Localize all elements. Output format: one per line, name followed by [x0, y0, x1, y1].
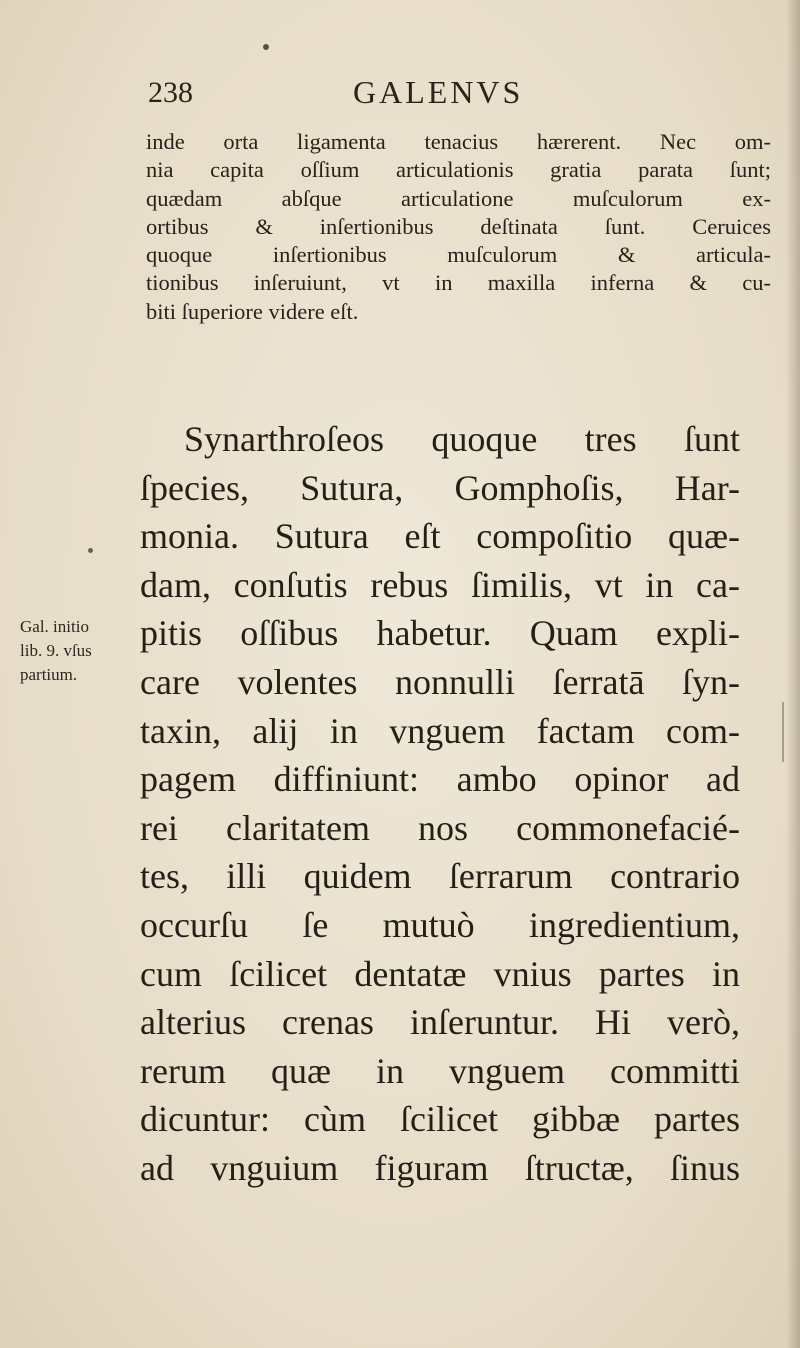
small-type-paragraph	[146, 128, 771, 326]
text-line: monia. Sutura eſt compoſitio quæ-	[140, 516, 740, 557]
text-line: ortibus & inſertionibus deſtinata ſunt. Ceruices	[146, 213, 771, 239]
text-line: rei claritatem nos commonefacié-	[140, 807, 740, 848]
text-line: inde orta ligamenta tenacius hærerent. Nec om-	[146, 129, 771, 154]
text-line: nia capita oſſium articulationis gratia parata ſunt;	[146, 157, 771, 183]
text-line: tes, illi quidem ſerrarum contrario	[140, 856, 740, 897]
text-line: rerum quæ in vnguem committi	[140, 1050, 740, 1091]
page-edge-shadow	[786, 0, 800, 1348]
text-line: quædam abſque articulatione muſculorum ex-	[146, 185, 771, 211]
text-line: occurſu ſe mutuò ingredientium,	[140, 904, 740, 945]
text-line: care volentes nonnulli ſerratā ſyn-	[140, 661, 740, 702]
ink-speck	[782, 702, 784, 762]
margin-note-line: Gal. initio	[20, 617, 89, 636]
text-line: taxin, alij in vnguem factam com-	[140, 710, 740, 751]
page-header	[148, 68, 598, 118]
text-line: tionibus inſeruiunt, vt in maxilla inferna & cu-	[146, 270, 771, 296]
text-line: dicuntur: cùm ſcilicet gibbæ partes	[140, 1099, 740, 1140]
ink-speck	[88, 548, 93, 553]
text-line: alterius crenas inſeruntur. Hi verò,	[140, 1002, 740, 1043]
text-line: dam, conſutis rebus ſimilis, vt in ca-	[140, 564, 740, 605]
text-line: pagem diffiniunt: ambo opinor ad	[140, 759, 740, 800]
text-line: pitis oſſibus habetur. Quam expli-	[140, 613, 740, 654]
margin-note	[20, 615, 140, 687]
text-line: quoque inſertionibus muſculorum & articula-	[146, 242, 771, 268]
text-line: cum ſcilicet dentatæ vnius partes in	[140, 953, 740, 994]
margin-note-line: lib. 9. vſus	[20, 641, 92, 660]
text-line: ſpecies, Sutura, Gomphoſis, Har-	[140, 467, 740, 508]
running-head: GALENVS	[353, 74, 524, 110]
text-line-last: biti ſuperiore videre eſt.	[146, 298, 359, 324]
text-line: ad vnguium figuram ſtructæ, ſinus	[140, 1147, 740, 1188]
page-number: 238	[148, 76, 193, 109]
ink-speck	[263, 44, 269, 50]
text-line: Synarthroſeos quoque tres ſunt	[184, 419, 740, 459]
margin-note-line: partium.	[20, 665, 78, 684]
main-paragraph	[140, 415, 740, 1193]
